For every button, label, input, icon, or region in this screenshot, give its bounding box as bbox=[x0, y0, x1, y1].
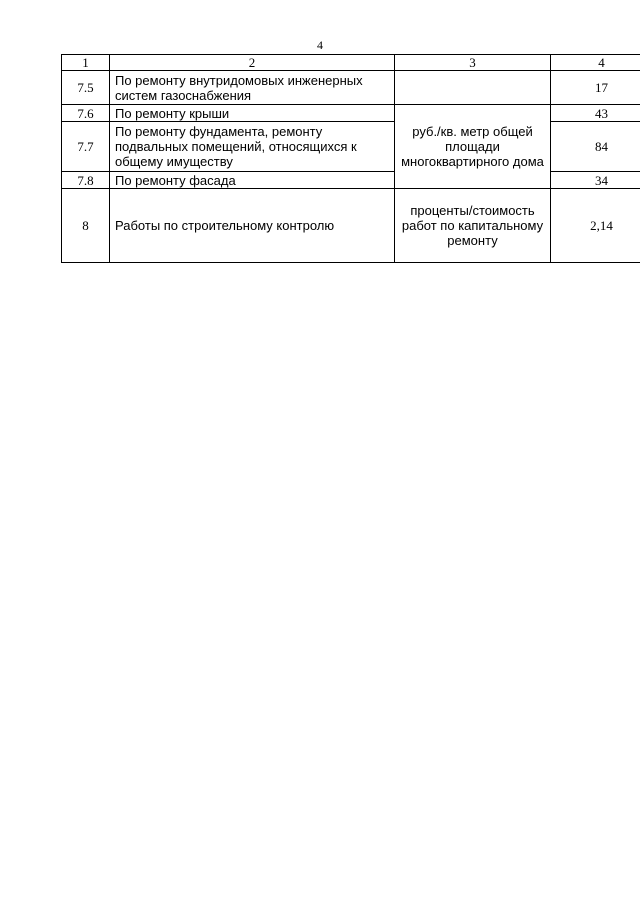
header-col-2: 2 bbox=[110, 55, 395, 71]
row-number: 8 bbox=[62, 189, 110, 263]
row-value: 34 bbox=[551, 172, 640, 189]
table-row bbox=[62, 189, 640, 263]
merged-unit-cell: руб./кв. метр общей площади многоквартирного дома bbox=[395, 105, 551, 189]
table-row bbox=[62, 71, 640, 105]
row-value: 17 bbox=[551, 71, 640, 105]
header-col-1: 1 bbox=[62, 55, 110, 71]
row-value: 43 bbox=[551, 105, 640, 122]
table-row bbox=[62, 172, 640, 189]
row-name: По ремонту фундамента, ремонту подвальных помещений, относящихся к общему имуществу bbox=[110, 122, 395, 172]
row-value: 84 bbox=[551, 122, 640, 172]
row-number: 7.8 bbox=[62, 172, 110, 189]
row-number: 7.5 bbox=[62, 71, 110, 105]
table-header-row bbox=[62, 55, 640, 71]
row-name: По ремонту внутридомовых инженерных систем газоснабжения bbox=[110, 71, 395, 105]
row-name: По ремонту крыши bbox=[110, 105, 395, 122]
rates-table bbox=[61, 54, 640, 263]
header-col-4: 4 bbox=[551, 55, 640, 71]
row-name: Работы по строительному контролю bbox=[110, 189, 395, 263]
row-unit: проценты/стоимость работ по капитальному ремонту bbox=[395, 189, 551, 263]
table-row bbox=[62, 122, 640, 172]
page-number: 4 bbox=[317, 38, 323, 52]
header-col-3: 3 bbox=[395, 55, 551, 71]
row-name: По ремонту фасада bbox=[110, 172, 395, 189]
row-number: 7.6 bbox=[62, 105, 110, 122]
row-value: 2,14 bbox=[551, 189, 640, 263]
table-row bbox=[62, 105, 640, 122]
row-number: 7.7 bbox=[62, 122, 110, 172]
row-unit bbox=[395, 71, 551, 105]
